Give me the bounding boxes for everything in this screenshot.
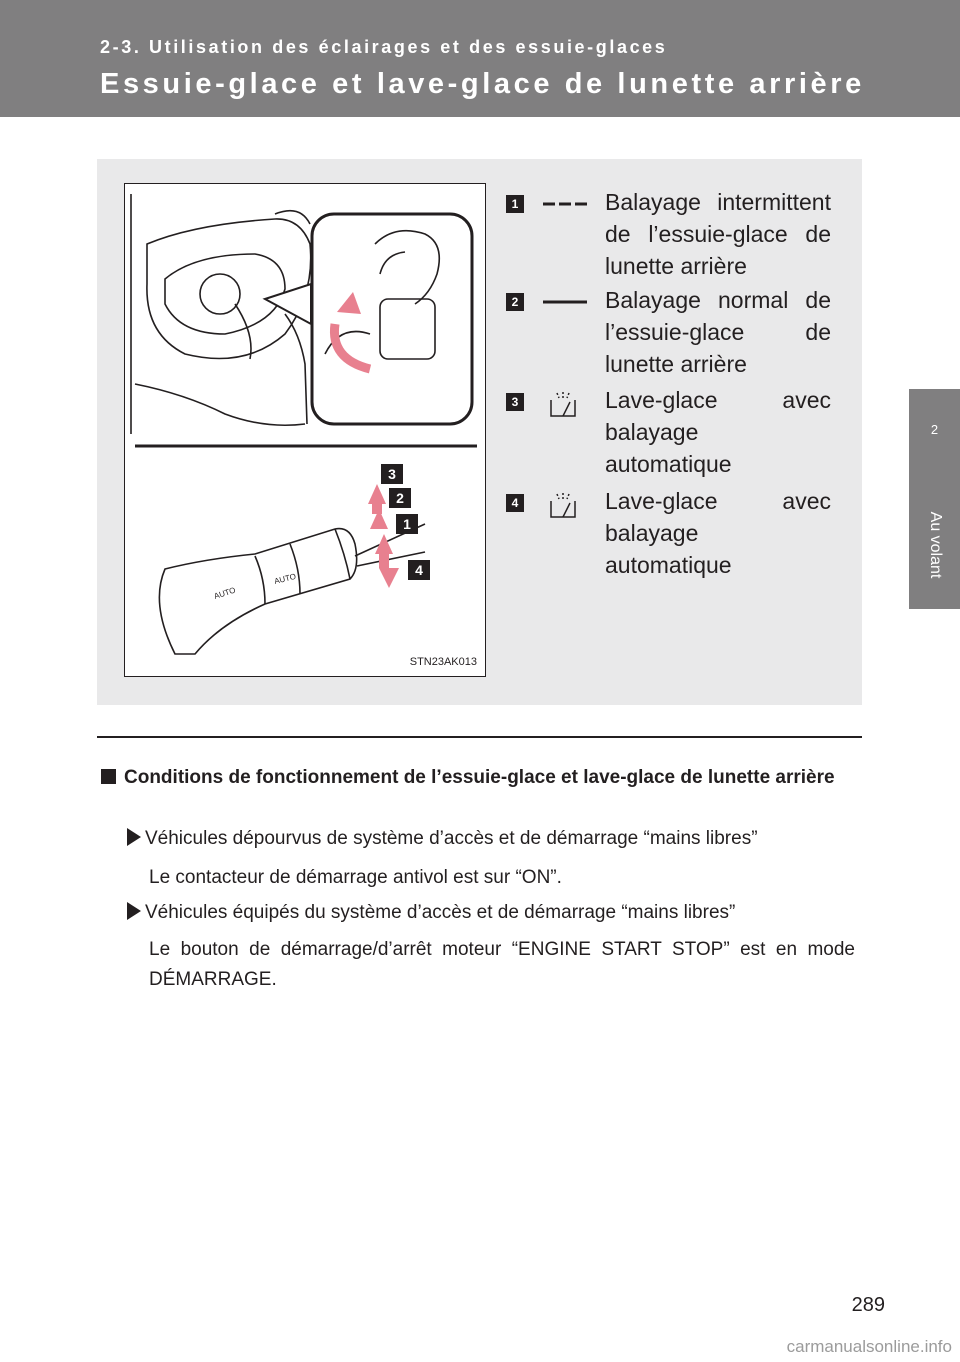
svg-text:3: 3 <box>388 466 396 482</box>
wiper-illustration <box>124 183 486 677</box>
dashed-line-icon <box>543 192 593 216</box>
illustration-drawing <box>125 184 487 678</box>
condition-item-2 <box>127 898 862 928</box>
condition-detail-1: Le contacteur de démarrage antivol est sur “ON”. <box>149 867 562 888</box>
legend-text: Balayage normal de l’essuie-glace de lunette arrière <box>605 287 831 377</box>
section-divider <box>97 736 862 738</box>
callout-2 <box>389 488 411 508</box>
legend-item-1 <box>506 186 836 286</box>
page-number: 289 <box>851 1294 885 1316</box>
legend-badge: 3 <box>506 393 524 411</box>
watermark: carmanualsonline.info <box>786 1337 952 1356</box>
solid-line-icon <box>543 290 593 314</box>
legend-badge: 1 <box>506 195 524 213</box>
square-bullet-icon <box>101 769 116 784</box>
chapter-number: 2 <box>930 422 939 437</box>
callout-4 <box>408 560 430 580</box>
legend-item-4 <box>506 489 836 589</box>
chapter-label <box>915 490 955 600</box>
condition-label: Véhicules équipés du système d’accès et de démarrage “mains libres” <box>145 902 736 923</box>
chapter-header <box>0 0 960 117</box>
callout-3 <box>381 464 403 484</box>
page-title: Essuie-glace et lave-glace de lunette arrière <box>100 68 865 100</box>
rear-washer-icon <box>548 491 578 519</box>
legend-text: Lave-glace avec balayage automatique <box>605 488 831 578</box>
triangle-bullet-icon <box>127 828 141 846</box>
stalk-label-auto-2: AUTO <box>273 571 297 586</box>
conditions-heading-text: Conditions de fonctionnement de l’essuie-glace et lave-glace de lunette arrière <box>124 767 835 788</box>
svg-text:1: 1 <box>403 516 411 532</box>
callout-1 <box>396 514 418 534</box>
legend-item-3 <box>506 388 836 488</box>
legend-text: Lave-glace avec balayage automatique <box>605 387 831 477</box>
stalk-label-auto-1: AUTO <box>212 585 237 601</box>
steering-wheel-outline <box>147 219 311 359</box>
svg-text:4: 4 <box>415 562 423 578</box>
conditions-heading <box>101 764 856 792</box>
legend-badge: 2 <box>506 293 524 311</box>
zoom-inset <box>312 214 472 424</box>
condition-detail-2: Le bouton de démarrage/d’arrêt moteur “ENGINE START STOP” est en mode DÉMARRAGE. <box>149 939 855 990</box>
figure-code: STN23AK013 <box>409 656 477 668</box>
legend-badge: 4 <box>506 494 524 512</box>
rear-washer-icon <box>548 390 578 418</box>
chapter-label-text: Au volant <box>927 511 944 579</box>
section-title: 2-3. Utilisation des éclairages et des essuie-glaces <box>100 37 668 57</box>
legend-text: Balayage intermittent de l’essuie-glace de lunette arrière <box>605 189 831 279</box>
svg-text:2: 2 <box>396 490 404 506</box>
condition-label: Véhicules dépourvus de système d’accès et de démarrage “mains libres” <box>145 828 758 849</box>
condition-item-1 <box>127 824 862 854</box>
legend-item-2 <box>506 287 836 387</box>
triangle-bullet-icon <box>127 902 141 920</box>
